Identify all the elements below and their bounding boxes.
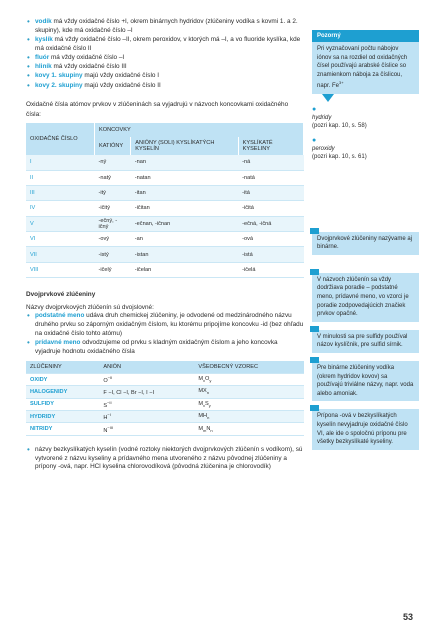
header-anions: ANIÓNY (SOLI) KYSLÍKATÝCH KYSELÍN [131,137,238,155]
top-bullet: • kovy 1. skupiny majú vždy oxidačné číslo I [26,72,304,81]
header-cations: KATIÓNY [95,137,131,155]
sidebar-box-trivial: Pre binárne zlúčeniny vodíka (okrem hydridov kovov) sa používajú triviálne názvy, napr. voda alebo amoniak. [312,361,419,401]
section-heading: Dvojprvkové zlúčeniny [26,291,96,299]
top-bullet-list [26,18,304,90]
reference-peroxides: ● peroxidy (pozri kap. 10, s. 61) [312,137,419,162]
section-intro: Názvy dvojprvkových zlúčenín sú dvojslovné: [26,304,154,312]
table-row: V -ečný, -ičný -ečnan, -ičnan -ečná, -ičná [26,216,304,231]
sidebar-title: Pozorný [312,30,419,42]
compounds-table [26,361,304,436]
sidebar-box-history: V minulosti sa pre sulfidy používal názov kyslíčnik, pre sulfid sírnik. [312,330,419,353]
table-row: VII -istý -istan -istá [26,247,304,262]
table-row: III -itý -itan -itá [26,185,304,200]
sidebar-box-order: V názvoch zlúčenín sa vždy dodržiava poradie – podstatné meno, prídavné meno, vo vzorci je poradie zodpovedajúcich značiek prvkov opačné. [312,273,419,322]
sidebar-box-binary: Dvojprvkové zlúčeniny nazývame aj binárne. [312,232,419,255]
link-icon: ● [312,105,317,113]
table-row: I -ný -nan -ná [26,155,304,170]
mid-bullet: • prídavné meno odvodzujeme od prvku s kladným oxidačným číslom a jeho koncovka vyjadruje hodnotu oxidačného čísla [26,339,304,357]
header-formula: VŠEOBECNÝ VZOREC [194,361,304,374]
table-row: HALOGENIDY F −I, Cl −I, Br −I, I −I $MX_n$ [26,386,304,398]
table-row: SULFIDY $S^{-II}$ $M_xS_y$ [26,398,304,410]
marker-icon [310,269,319,275]
link-icon: ● [312,136,317,144]
header-compounds: ZLÚČENINY [26,361,99,374]
header-acids: KYSLÍKATÉ KYSELINY [238,137,303,155]
table-row: OXIDY $O^{-II}$ $M_xO_y$ [26,373,304,385]
top-bullet: • kyslík má vždy oxidačné číslo –II, okrem peroxidov, v ktorých má –I, a vo fluoride kyslíka, kde má oxidačné číslo II [26,36,304,54]
top-bullet: • hliník má vždy oxidačné číslo III [26,63,304,72]
intro-paragraph: Oxidačné čísla atómov prvkov v zlúčeninách sa vyjadrujú v názvoch koncovkami oxidačného čísla: [26,101,289,118]
marker-icon [310,357,319,363]
marker-icon [310,326,319,332]
top-bullet: • fluór má vždy oxidačné číslo –I [26,54,304,63]
table-row: VI -ový -an -ová [26,232,304,247]
sidebar [312,30,419,450]
reference-hydrides: ● hydridy (pozri kap. 10, s. 58) [312,106,419,131]
arrow-icon [322,94,334,102]
table-row: HYDRIDY $H^{-I}$ $MH_n$ [26,411,304,423]
header-oxidation-number: OXIDAČNÉ ČÍSLO [26,123,95,155]
marker-icon [310,228,319,234]
suffix-table [26,123,304,279]
header-suffixes: KONCOVKY [95,123,304,137]
mid-bullet: • podstatné meno udáva druh chemickej zlúčeniny, je odvodené od medzinárodného názvu druhého prvku so záporným oxidačným číslom, ku ktorému pripojíme koncovku -id (bez ohľadu na oxidačné číslo tohto atómu) [26,312,304,338]
middle-bullet-list [26,312,304,356]
page-number: 53 [402,612,413,622]
bottom-bullet: • názvy bezkyslíkatých kyselín (vodné roztoky niektorých dvojprvkových zlúčenín s vodíkom), sú vytvorené z názvu kyseliny a prídavného mena utvoreného z názvu pôvodnej zlúčeniny a prípony -ová, napr. HCl kyselina chlorovodíková (pôvodná zlúčenina je chlorovodík) [26,446,304,472]
table-row: VIII -ičelý -ičelan -ičelá [26,262,304,277]
table-row: NITRIDY $N^{-III}$ $M_mN_n$ [26,423,304,435]
table-row: II -natý -natan -natá [26,170,304,185]
sidebar-box-suffix: Prípona -ová v bezkyslíkatých kyselín nevyjadruje oxidačné číslo VI, ale ide o spoločnú príponu pre všetky bezkyslíkaté kyseliny. [312,409,419,449]
top-bullet: • kovy 2. skupiny majú vždy oxidačné číslo II [26,82,304,91]
marker-icon [310,405,319,411]
top-bullet: • vodík má vždy oxidačné číslo +I, okrem binárnych hydridov (zlúčeniny vodíka s kovmi 1. a 2. skupiny), kde má oxidačné číslo –I [26,18,304,36]
sidebar-note: Pri vyznačovaní počtu nábojov iónov sa na rozdiel od oxidačných čísel používajú arabské číslice so znamienkom náboja za číslicou, napr. $Fe^{3+}$ [312,42,419,94]
main-column [26,18,304,473]
table-row: IV -ičitý -ičitan -ičitá [26,201,304,216]
header-anion: ANIÓN [99,361,194,374]
